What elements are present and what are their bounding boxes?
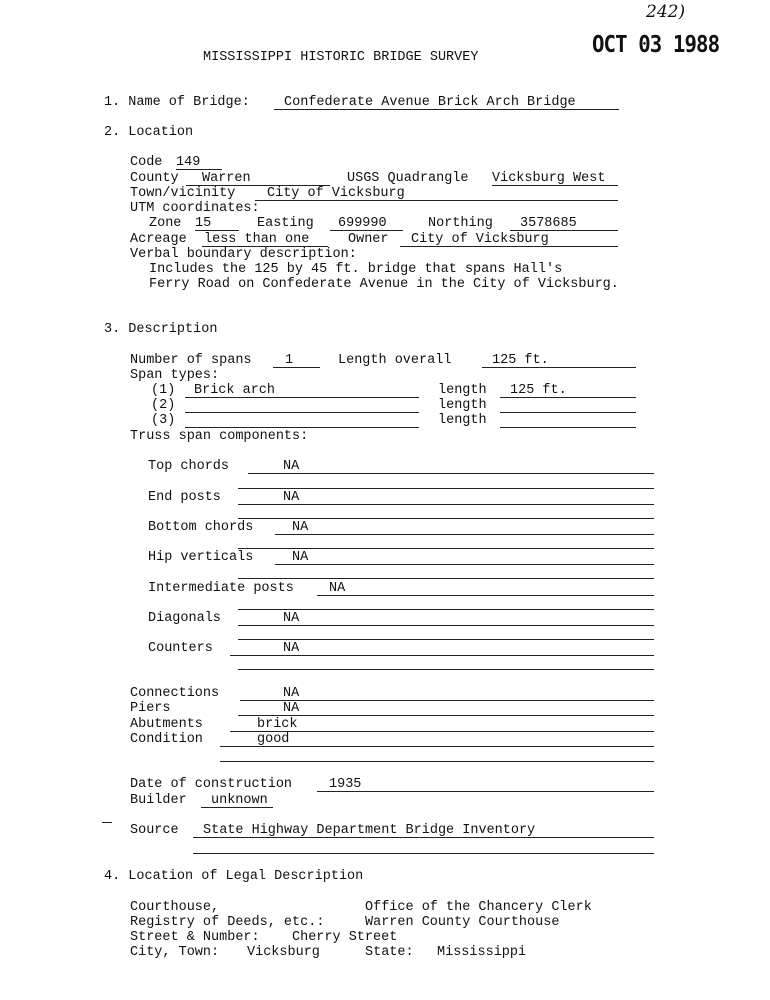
span-type-underline (185, 412, 419, 413)
date-of-construction-label: Date of construction (130, 777, 293, 792)
town-underline (255, 200, 618, 201)
date-of-construction-underline (317, 791, 654, 792)
truss-item-extra-line (238, 488, 654, 489)
received-date-stamp: OCT 03 1988 (592, 32, 720, 58)
street-value: Cherry Street (292, 930, 398, 945)
truss-item-value: NA (292, 520, 309, 535)
span-length-label: length (438, 383, 487, 398)
state-value: Mississippi (437, 945, 527, 960)
truss-item-underline (275, 564, 654, 565)
truss-item-value: NA (283, 490, 300, 505)
handwritten-number: 242) (646, 2, 686, 22)
section-3-label: 3. Description (104, 322, 218, 337)
span-type-underline (185, 397, 419, 398)
margin-dash (102, 822, 112, 823)
date-of-construction-value: 1935 (329, 777, 362, 792)
condition-extra-line (220, 761, 654, 762)
span-type-num: (2) (151, 398, 176, 413)
span-types-label: Span types: (130, 368, 220, 383)
builder-label: Builder (130, 793, 187, 808)
owner-label: Owner (348, 232, 389, 247)
span-length-underline (500, 427, 636, 428)
abutments-value: brick (257, 717, 298, 732)
city-label: City, Town: (130, 945, 220, 960)
truss-item-label: Top chords (148, 459, 230, 474)
span-length-value: 125 ft. (510, 383, 567, 398)
northing-label: Northing (428, 216, 493, 231)
usgs-value: Vicksburg West (492, 171, 606, 186)
piers-value: NA (283, 701, 300, 716)
code-underline (176, 169, 222, 170)
truss-item-label: Counters (148, 641, 213, 656)
zone-label: Zone (149, 216, 182, 231)
usgs-label: USGS Quadrangle (347, 171, 469, 186)
spans-label: Number of spans (130, 353, 252, 368)
usgs-underline (492, 185, 618, 186)
span-length-label: length (438, 413, 487, 428)
easting-value: 699990 (338, 216, 387, 231)
span-length-underline (500, 412, 636, 413)
county-label: County (130, 171, 179, 186)
truss-item-extra-line (238, 548, 654, 549)
town-label: Town/vicinity (130, 186, 236, 201)
truss-item-extra-line (238, 518, 654, 519)
city-value: Vicksburg (247, 945, 320, 960)
truss-item-value: NA (329, 581, 346, 596)
connections-underline (240, 700, 654, 701)
length-overall-label: Length overall (338, 353, 452, 368)
piers-underline (238, 715, 654, 716)
owner-value: City of Vicksburg (411, 232, 549, 247)
source-label: Source (130, 823, 179, 838)
state-label: State: (365, 945, 414, 960)
span-length-label: length (438, 398, 487, 413)
code-value: 149 (176, 155, 201, 170)
span-type-underline (185, 427, 419, 428)
street-label: Street & Number: (130, 930, 260, 945)
truss-item-underline (238, 625, 654, 626)
abutments-label: Abutments (130, 717, 203, 732)
truss-components-label: Truss span components: (130, 429, 309, 444)
truss-item-value: NA (283, 459, 300, 474)
acreage-value: less than one (204, 232, 310, 247)
truss-item-underline (230, 655, 654, 656)
acreage-label: Acreage (130, 232, 187, 247)
truss-item-extra-line (238, 578, 654, 579)
builder-underline (201, 807, 273, 808)
span-length-underline (500, 397, 636, 398)
span-type-value: Brick arch (194, 383, 276, 398)
truss-item-underline (238, 504, 654, 505)
truss-item-extra-line (238, 639, 654, 640)
length-overall-value: 125 ft. (492, 353, 549, 368)
source-extra-line (193, 853, 654, 854)
bridge-name-value: Confederate Avenue Brick Arch Bridge (284, 95, 576, 110)
source-value: State Highway Department Bridge Inventory (203, 823, 536, 838)
truss-item-underline (248, 473, 654, 474)
builder-value: unknown (211, 793, 268, 808)
span-type-num: (3) (151, 413, 176, 428)
zone-underline (195, 230, 239, 231)
truss-item-value: NA (292, 550, 309, 565)
page-title: MISSISSIPPI HISTORIC BRIDGE SURVEY (203, 50, 479, 65)
verbal-boundary-label: Verbal boundary description: (130, 247, 357, 262)
truss-item-extra-line (238, 669, 654, 670)
truss-item-label: Bottom chords (148, 520, 254, 535)
section-1-label: 1. Name of Bridge: (104, 95, 250, 110)
length-overall-underline (482, 367, 636, 368)
spans-underline (273, 367, 320, 368)
truss-item-label: End posts (148, 490, 221, 505)
courthouse-label: Courthouse, (130, 900, 220, 915)
condition-label: Condition (130, 732, 203, 747)
section-4-label: 4. Location of Legal Description (104, 869, 364, 884)
span-type-num: (1) (151, 383, 176, 398)
truss-item-label: Intermediate posts (148, 581, 294, 596)
utm-label: UTM coordinates: (130, 201, 260, 216)
easting-underline (330, 230, 403, 231)
registry-label: Registry of Deeds, etc.: (130, 915, 325, 930)
abutments-underline (230, 731, 654, 732)
easting-label: Easting (257, 216, 314, 231)
section-2-label: 2. Location (104, 125, 194, 140)
condition-value: good (257, 732, 290, 747)
registry-value: Warren County Courthouse (365, 915, 560, 930)
northing-value: 3578685 (520, 216, 577, 231)
connections-value: NA (283, 686, 300, 701)
piers-label: Piers (130, 701, 171, 716)
spans-value: 1 (285, 353, 294, 368)
truss-item-value: NA (283, 611, 300, 626)
northing-underline (510, 230, 618, 231)
code-label: Code (130, 155, 163, 170)
truss-item-underline (275, 534, 654, 535)
verbal-boundary-line-1: Includes the 125 by 45 ft. bridge that spans Hall's (149, 262, 563, 277)
owner-underline (400, 246, 618, 247)
truss-item-label: Diagonals (148, 611, 221, 626)
courthouse-value: Office of the Chancery Clerk (365, 900, 592, 915)
town-value: City of Vicksburg (267, 186, 405, 201)
source-underline (193, 837, 654, 838)
bridge-name-underline (274, 109, 619, 110)
zone-value: 15 (195, 216, 212, 231)
truss-item-underline (317, 595, 654, 596)
condition-underline (220, 746, 654, 747)
truss-item-extra-line (238, 609, 654, 610)
connections-label: Connections (130, 686, 220, 701)
county-value: Warren (202, 171, 251, 186)
verbal-boundary-line-2: Ferry Road on Confederate Avenue in the City of Vicksburg. (149, 277, 619, 292)
truss-item-label: Hip verticals (148, 550, 254, 565)
truss-item-value: NA (283, 641, 300, 656)
